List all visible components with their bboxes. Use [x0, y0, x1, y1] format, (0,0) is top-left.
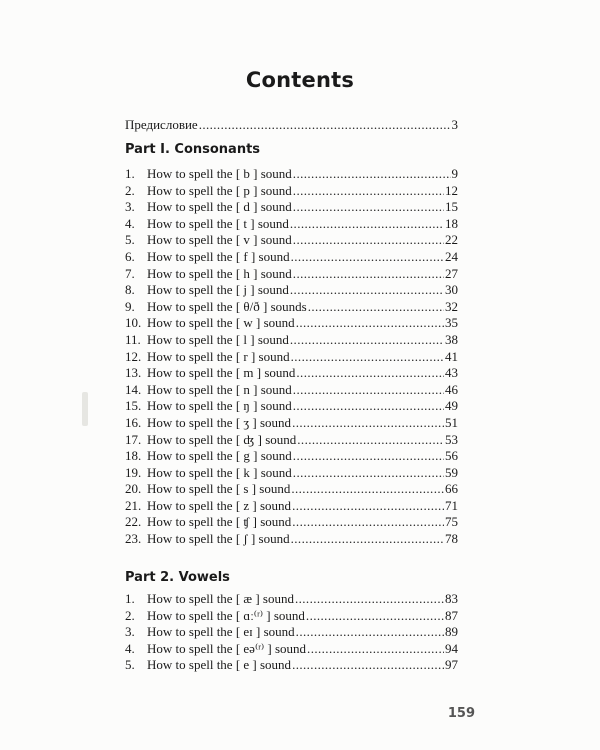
- dot-leader: [295, 365, 444, 382]
- dot-leader: [307, 299, 444, 316]
- entry-number: 12.: [125, 348, 142, 364]
- dot-leader: [295, 315, 444, 332]
- entry-page: 24: [445, 248, 458, 264]
- entry-text: How to spell the [ eə⁽ʳ⁾ ] sound: [147, 640, 307, 656]
- page-number: 159: [447, 706, 475, 721]
- toc-entry: [125, 608, 458, 625]
- entry-text: How to spell the [ h ] sound: [147, 265, 292, 281]
- toc-entry: [125, 432, 458, 449]
- toc-entry: [125, 332, 458, 349]
- entry-number: 9.: [125, 298, 135, 314]
- dot-leader: [295, 624, 444, 641]
- dot-leader: [292, 382, 444, 399]
- dot-leader: [291, 514, 444, 531]
- entry-text: How to spell the [ eɪ ] sound: [147, 624, 295, 640]
- dot-leader: [305, 608, 444, 625]
- dot-leader: [306, 641, 444, 658]
- dot-leader: [198, 117, 451, 134]
- toc-entry: [125, 465, 458, 482]
- entry-number: 2.: [125, 607, 135, 623]
- part1-heading: Part I. Consonants: [125, 142, 261, 157]
- toc-entry: [125, 299, 458, 316]
- entry-number: 4.: [125, 215, 135, 231]
- entry-number: 8.: [125, 282, 135, 298]
- dot-leader: [290, 531, 444, 548]
- entry-page: 49: [445, 398, 458, 414]
- toc-entry: [125, 382, 458, 399]
- toc-entry: [125, 531, 458, 548]
- entry-number: 16.: [125, 414, 142, 430]
- entry-text: How to spell the [ d ] sound: [147, 199, 292, 215]
- dot-leader: [292, 266, 444, 283]
- entry-text: How to spell the [ ŋ ] sound: [147, 398, 292, 414]
- entry-page: 56: [445, 448, 458, 464]
- dot-leader: [292, 166, 451, 183]
- entry-page: 38: [445, 331, 458, 347]
- toc-entry: [125, 266, 458, 283]
- margin-mark: [82, 392, 88, 426]
- toc-entry: [125, 232, 458, 249]
- entry-text: Предисловие: [125, 117, 198, 132]
- entry-text: How to spell the [ ʧ ] sound: [147, 514, 292, 530]
- dot-leader: [292, 232, 444, 249]
- entry-text: How to spell the [ t ] sound: [147, 215, 289, 231]
- entry-number: 3.: [125, 624, 135, 640]
- entry-text: How to spell the [ v ] sound: [147, 232, 292, 248]
- toc-entry: [125, 315, 458, 332]
- entry-text: How to spell the [ s ] sound: [147, 481, 291, 497]
- entry-number: 20.: [125, 481, 142, 497]
- dot-leader: [291, 657, 444, 674]
- entry-number: 19.: [125, 464, 142, 480]
- entry-text: How to spell the [ z ] sound: [147, 497, 292, 513]
- entry-page: 87: [445, 607, 458, 623]
- dot-leader: [294, 591, 444, 608]
- part1-list: [125, 166, 458, 548]
- toc-entry: [125, 117, 458, 134]
- entry-text: How to spell the [ ʤ ] sound: [147, 431, 297, 447]
- toc-entry: [125, 398, 458, 415]
- entry-page: 71: [445, 497, 458, 513]
- entry-text: How to spell the [ ʃ ] sound: [147, 531, 290, 547]
- entry-page: 41: [445, 348, 458, 364]
- entry-number: 2.: [125, 182, 135, 198]
- entry-text: How to spell the [ m ] sound: [147, 365, 296, 381]
- dot-leader: [296, 432, 444, 449]
- entry-number: 14.: [125, 381, 142, 397]
- toc-entry: [125, 641, 458, 658]
- entry-text: How to spell the [ k ] sound: [147, 464, 292, 480]
- entry-number: 3.: [125, 199, 135, 215]
- page-title: Contents: [245, 68, 355, 92]
- entry-text: How to spell the [ θ/ð ] sounds: [147, 298, 307, 314]
- entry-number: 7.: [125, 265, 135, 281]
- part2-list: [125, 591, 458, 674]
- entry-page: 51: [445, 414, 458, 430]
- entry-number: 1.: [125, 591, 135, 606]
- entry-page: 12: [445, 182, 458, 198]
- entry-number: 5.: [125, 657, 135, 673]
- toc-entry: [125, 199, 458, 216]
- toc-entry: [125, 282, 458, 299]
- toc-entry: [125, 216, 458, 233]
- entry-page: 66: [445, 481, 458, 497]
- entry-number: 6.: [125, 248, 135, 264]
- toc-entry: [125, 349, 458, 366]
- entry-text: How to spell the [ e ] sound: [147, 657, 292, 673]
- entry-page: 30: [445, 282, 458, 298]
- toc-entry: [125, 481, 458, 498]
- entry-page: 59: [445, 464, 458, 480]
- entry-number: 1.: [125, 166, 135, 181]
- entry-text: How to spell the [ ɑː⁽ʳ⁾ ] sound: [147, 607, 305, 623]
- toc-entry: [125, 166, 458, 183]
- toc-entry: [125, 624, 458, 641]
- entry-number: 21.: [125, 497, 142, 513]
- entry-text: How to spell the [ n ] sound: [147, 381, 292, 397]
- entry-number: 18.: [125, 448, 142, 464]
- entry-text: How to spell the [ w ] sound: [147, 315, 295, 331]
- dot-leader: [292, 199, 444, 216]
- entry-number: 13.: [125, 365, 142, 381]
- dot-leader: [290, 349, 444, 366]
- entry-page: 9: [451, 166, 458, 181]
- entry-number: 11.: [125, 331, 141, 347]
- entry-number: 15.: [125, 398, 142, 414]
- toc-entry: [125, 657, 458, 674]
- entry-page: 97: [445, 657, 458, 673]
- dot-leader: [289, 216, 444, 233]
- entry-page: 75: [445, 514, 458, 530]
- entry-text: How to spell the [ f ] sound: [147, 248, 290, 264]
- dot-leader: [290, 481, 444, 498]
- dot-leader: [292, 183, 444, 200]
- entry-number: 10.: [125, 315, 142, 331]
- toc-entry: [125, 183, 458, 200]
- toc-entry: [125, 514, 458, 531]
- dot-leader: [290, 249, 444, 266]
- entry-text: How to spell the [ æ ] sound: [147, 591, 294, 606]
- toc-entry: [125, 591, 458, 608]
- entry-text: How to spell the [ g ] sound: [147, 448, 292, 464]
- entry-page: 22: [445, 232, 458, 248]
- entry-number: 17.: [125, 431, 142, 447]
- entry-page: 83: [445, 591, 458, 606]
- toc-entry: [125, 249, 458, 266]
- entry-page: 32: [445, 298, 458, 314]
- entry-page: 3: [451, 117, 458, 132]
- toc-entry: [125, 498, 458, 515]
- entry-text: How to spell the [ b ] sound: [147, 166, 292, 181]
- entry-text: How to spell the [ j ] sound: [147, 282, 289, 298]
- dot-leader: [289, 332, 444, 349]
- toc-preface: [125, 117, 458, 134]
- dot-leader: [292, 465, 444, 482]
- entry-text: How to spell the [ l ] sound: [147, 331, 289, 347]
- entry-text: How to spell the [ p ] sound: [147, 182, 292, 198]
- entry-page: 27: [445, 265, 458, 281]
- dot-leader: [291, 498, 444, 515]
- entry-text: How to spell the [ r ] sound: [147, 348, 290, 364]
- entry-page: 35: [445, 315, 458, 331]
- entry-number: 5.: [125, 232, 135, 248]
- dot-leader: [289, 282, 444, 299]
- dot-leader: [291, 415, 444, 432]
- part2-heading: Part 2. Vowels: [125, 570, 230, 585]
- entry-page: 53: [445, 431, 458, 447]
- entry-page: 89: [445, 624, 458, 640]
- entry-page: 43: [445, 365, 458, 381]
- entry-number: 4.: [125, 640, 135, 656]
- entry-text: How to spell the [ ʒ ] sound: [147, 414, 292, 430]
- dot-leader: [292, 398, 444, 415]
- toc-entry: [125, 448, 458, 465]
- entry-page: 18: [445, 215, 458, 231]
- entry-page: 46: [445, 381, 458, 397]
- entry-number: 23.: [125, 531, 142, 547]
- entry-page: 15: [445, 199, 458, 215]
- dot-leader: [292, 448, 444, 465]
- entry-page: 94: [445, 640, 458, 656]
- entry-page: 78: [445, 531, 458, 547]
- toc-entry: [125, 365, 458, 382]
- toc-entry: [125, 415, 458, 432]
- entry-number: 22.: [125, 514, 142, 530]
